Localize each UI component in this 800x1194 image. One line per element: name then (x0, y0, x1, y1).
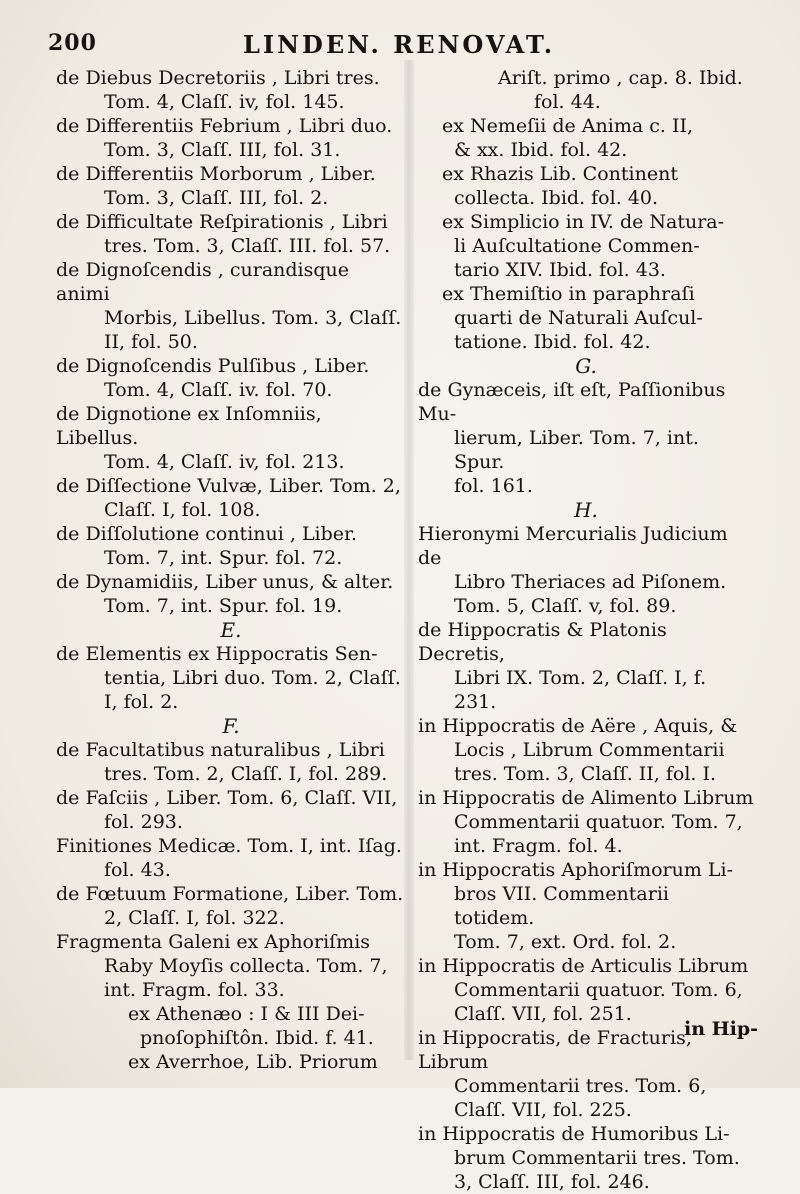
entry-line: de Fœtuum Formatione, Liber. Tom. (56, 883, 404, 905)
index-entry (56, 354, 406, 402)
entry-line: collecta. Ibid. fol. 40. (454, 187, 658, 209)
entry-line: int. Fragm. fol. 4. (454, 835, 623, 857)
entry-line: de Diebus Decretoriis , Libri tres. (56, 67, 380, 89)
entry-line: fol. 44. (534, 91, 601, 113)
index-entry (56, 474, 406, 522)
index-subentry (418, 162, 754, 210)
entry-line: int. Fragm. fol. 33. (104, 979, 285, 1001)
entry-line: ex Rhazis Lib. Continent (442, 163, 678, 185)
entry-line: tatione. Ibid. fol. 42. (454, 331, 651, 353)
index-entry (418, 1122, 754, 1194)
index-subentry (418, 282, 754, 354)
page-number: 200 (48, 30, 97, 56)
entry-line: 3, Claſſ. III, fol. 246. (454, 1171, 650, 1193)
section-letter: F. (222, 714, 240, 738)
entry-line: Morbis, Libellus. Tom. 3, Claſſ. (104, 307, 402, 329)
entry-line: Claſſ. VII, fol. 251. (454, 1003, 632, 1025)
index-entry (418, 522, 754, 618)
entry-line: ex Nemeſii de Anima c. II, (442, 115, 693, 137)
entry-line: de Difficultate Reſpirationis , Libri (56, 211, 388, 233)
index-entry (418, 858, 754, 954)
entry-line: quarti de Naturali Auſcul- (454, 307, 703, 329)
index-entry (56, 570, 406, 618)
index-subentry (56, 1050, 406, 1074)
entry-line: Tom. 7, int. Spur. fol. 72. (104, 547, 343, 569)
entry-line: Finitiones Medicæ. Tom. I, int. Iſag. (56, 835, 402, 857)
entry-line: & xx. Ibid. fol. 42. (454, 139, 628, 161)
entry-line: ex Simplicio in IV. de Natura- (442, 211, 725, 233)
entry-line: de Dynamidiis, Liber unus, & alter. (56, 571, 394, 593)
entry-line: Tom. 3, Claſſ. III, fol. 31. (104, 139, 341, 161)
section-letter: E. (220, 618, 242, 642)
entry-line: Tom. 4, Claſſ. iv, fol. 145. (104, 91, 345, 113)
section-letter: H. (574, 498, 598, 522)
entry-line: Hieronymi Mercurialis Judicium de (418, 523, 728, 569)
entry-line: de Differentiis Morborum , Liber. (56, 163, 376, 185)
entry-line: 2, Claſſ. I, fol. 322. (104, 907, 285, 929)
entry-line: de Gynæceis, iſt eſt, Paſſionibus Mu- (418, 379, 726, 425)
index-entry (56, 522, 406, 570)
entry-line: Commentarii tres. Tom. 6, (454, 1075, 707, 1097)
entry-line: Fragmenta Galeni ex Aphoriſmis (56, 931, 371, 953)
entry-line: tario XIV. Ibid. fol. 43. (454, 259, 666, 281)
entry-line: Commentarii quatuor. Tom. 7, (454, 811, 743, 833)
entry-line: in Hippocratis Aphoriſmorum Li- (418, 859, 734, 881)
index-entry (418, 378, 754, 498)
entry-line: Ariſt. primo , cap. 8. Ibid. (498, 67, 743, 89)
entry-line: ex Athenæo : I & III Dei- (128, 1003, 365, 1025)
entry-line: de Diſſolutione continui , Liber. (56, 523, 358, 545)
index-entry (56, 834, 406, 882)
entry-line: Tom. 3, Claſſ. III, fol. 2. (104, 187, 329, 209)
entry-line: fol. 293. (104, 811, 183, 833)
entry-line: I, fol. 2. (104, 691, 179, 713)
entry-line: in Hippocratis de Humoribus Li- (418, 1123, 730, 1145)
entry-line: de Facultatibus naturalibus , Libri (56, 739, 385, 761)
entry-line: de Dignotione ex Inſomniis, Libellus. (56, 403, 322, 449)
entry-line: de Hippocratis & Platonis Decretis, (418, 619, 667, 665)
page-header (48, 30, 768, 64)
entry-line: Claſſ. VII, fol. 225. (454, 1099, 632, 1121)
running-head: LINDEN. RENOVAT. (243, 30, 556, 59)
entry-line: de Elementis ex Hippocratis Sen- (56, 643, 378, 665)
entry-line: fol. 161. (454, 475, 533, 497)
entry-line: Claſſ. I, fol. 108. (104, 499, 261, 521)
index-subentry (418, 114, 754, 162)
index-entry (418, 786, 754, 858)
entry-line: brum Commentarii tres. Tom. (454, 1147, 740, 1169)
entry-line: de Dignoſcendis Pulſibus , Liber. (56, 355, 370, 377)
index-entry (56, 210, 406, 258)
entry-line: Commentarii quatuor. Tom. 6, (454, 979, 743, 1001)
entry-line: Tom. 4, Claſſ. iv. fol. 70. (104, 379, 333, 401)
entry-line: II, fol. 50. (104, 331, 198, 353)
index-entry (56, 738, 406, 786)
entry-line: Libro Theriaces ad Piſonem. (454, 571, 727, 593)
index-entry (418, 954, 754, 1026)
entry-line: de Faſciis , Liber. Tom. 6, Claſſ. VII, (56, 787, 398, 809)
entry-line: Tom. 5, Claſſ. v, fol. 89. (454, 595, 677, 617)
entry-line: tres. Tom. 3, Claſſ. III. fol. 57. (104, 235, 391, 257)
index-entry (418, 618, 754, 714)
index-entry (56, 786, 406, 834)
index-entry (56, 162, 406, 210)
entry-line: bros VII. Commentarii totidem. (454, 883, 669, 929)
entry-line: Raby Moyſis collecta. Tom. 7, (104, 955, 388, 977)
index-entry (56, 66, 406, 114)
left-column (56, 66, 406, 1074)
entry-line: ex Themiſtio in paraphraſi (442, 283, 695, 305)
entry-line: pnoſophiſtôn. Ibid. f. 41. (140, 1027, 374, 1049)
section-letter: G. (575, 354, 597, 378)
index-entry (56, 402, 406, 474)
entry-line: fol. 43. (104, 859, 171, 881)
entry-line: lierum, Liber. Tom. 7, int. Spur. (454, 427, 699, 473)
index-entry (56, 930, 406, 1002)
entry-line: Locis , Librum Commentarii (454, 739, 725, 761)
entry-line: de Dignoſcendis , curandisque animi (56, 259, 350, 305)
index-subentry (418, 66, 754, 114)
catchword: in Hip- (684, 1018, 758, 1040)
entry-line: de Differentiis Febrium , Libri duo. (56, 115, 393, 137)
entry-line: in Hippocratis de Alimento Librum (418, 787, 754, 809)
entry-line: tentia, Libri duo. Tom. 2, Claſſ. (104, 667, 401, 689)
index-entry (56, 114, 406, 162)
entry-line: in Hippocratis, de Fracturis, Librum (418, 1027, 692, 1073)
entry-line: li Auſcultatione Commen- (454, 235, 700, 257)
entry-line: Tom. 7, int. Spur. fol. 19. (104, 595, 343, 617)
entry-line: ex Averrhoe, Lib. Priorum (128, 1051, 378, 1073)
entry-line: in Hippocratis de Aëre , Aquis, & (418, 715, 738, 737)
index-entry (418, 714, 754, 786)
entry-line: tres. Tom. 3, Claſſ. II, fol. I. (454, 763, 717, 785)
index-entry (56, 258, 406, 354)
index-entry (56, 882, 406, 930)
index-subentry (56, 1002, 406, 1050)
index-entry (418, 1026, 754, 1122)
entry-line: tres. Tom. 2, Claſſ. I, fol. 289. (104, 763, 388, 785)
entry-line: de Diſſectione Vulvæ, Liber. Tom. 2, (56, 475, 401, 497)
index-subentry (418, 210, 754, 282)
entry-line: Libri IX. Tom. 2, Claſſ. I, f. 231. (454, 667, 707, 713)
entry-line: in Hippocratis de Articulis Librum (418, 955, 749, 977)
entry-line: Tom. 4, Claſſ. iv, fol. 213. (104, 451, 345, 473)
entry-line: Tom. 7, ext. Ord. fol. 2. (454, 931, 677, 953)
index-entry (56, 642, 406, 714)
